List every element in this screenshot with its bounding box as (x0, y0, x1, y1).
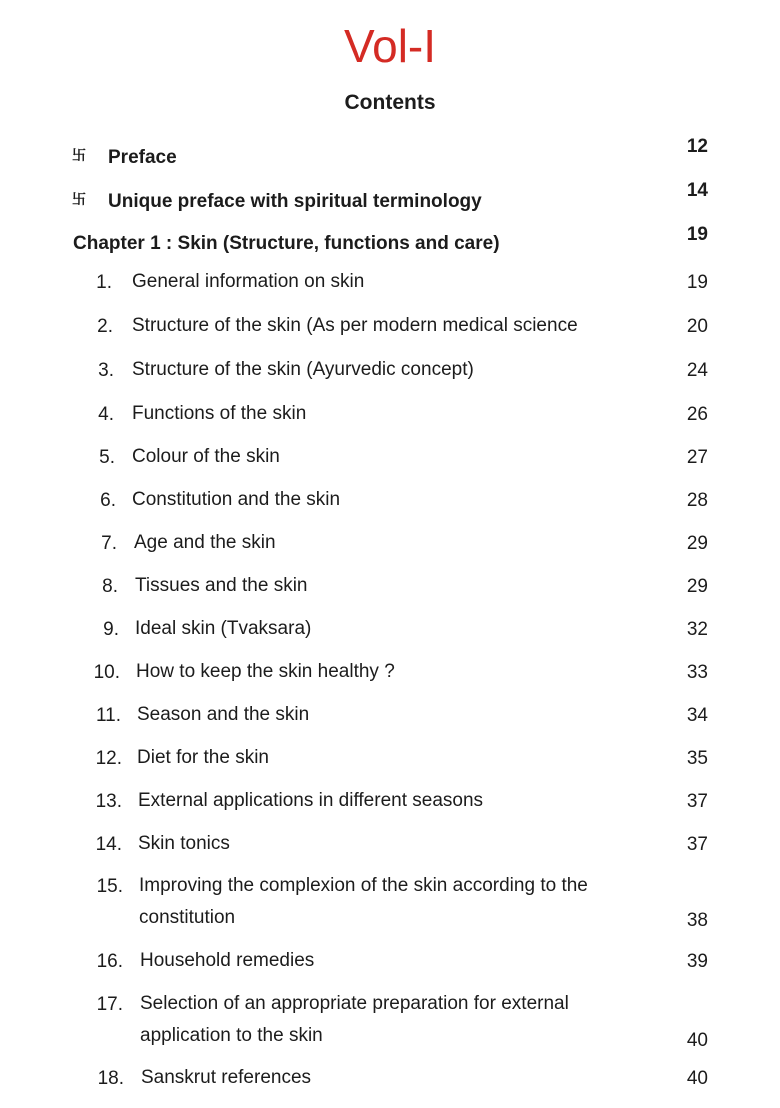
entry-title: Structure of the skin (As per modern medical science (132, 315, 578, 336)
swastika-icon: 卐 (72, 147, 86, 163)
entry-title: Constitution and the skin (132, 489, 341, 510)
entry-number: 5. (99, 447, 115, 468)
entry-title: Tissues and the skin (135, 575, 308, 596)
entry-page: 32 (686, 619, 708, 640)
entry-title: Structure of the skin (Ayurvedic concept) (132, 359, 474, 380)
entry-number: 7. (101, 533, 117, 554)
entry-title: Household remedies (140, 950, 315, 971)
entry-number: 11. (95, 705, 121, 726)
chapter-title: Chapter 1 : Skin (Structure, functions and care) (73, 233, 500, 254)
entry-title: External applications in different seasons (138, 790, 484, 811)
entry-number: 15. (96, 876, 123, 897)
entry-page: 14 (686, 180, 708, 201)
entry-title: Sanskrut references (141, 1067, 312, 1088)
entry-page: 12 (686, 136, 708, 157)
entry-title: Colour of the skin (132, 446, 280, 467)
entry-title: General information on skin (132, 271, 365, 292)
entry-number: 2. (97, 316, 113, 337)
entry-title: Unique preface with spiritual terminology (108, 191, 482, 212)
entry-page: 35 (686, 748, 708, 769)
entry-title: Skin tonics (138, 833, 230, 854)
entry-number: 9. (103, 619, 119, 640)
entry-number: 13. (95, 791, 122, 812)
entry-page: 28 (686, 490, 708, 511)
entry-number: 17. (96, 994, 123, 1015)
entry-page: 39 (686, 951, 708, 972)
swastika-icon: 卐 (72, 191, 86, 207)
entry-number: 8. (102, 576, 118, 597)
entry-page: 20 (686, 316, 708, 337)
entry-page: 33 (686, 662, 708, 683)
entry-page: 19 (686, 272, 708, 293)
entry-title: Selection of an appropriate preparation for external application to the skin (140, 993, 569, 1046)
entry-number: 3. (98, 360, 114, 381)
contents-heading: Contents (344, 91, 436, 114)
entry-number: 16. (96, 951, 123, 972)
entry-page: 37 (686, 791, 708, 812)
entry-page: 29 (686, 533, 708, 554)
entry-number: 18. (97, 1068, 124, 1089)
entry-number: 6. (100, 490, 116, 511)
entry-page: 34 (686, 705, 708, 726)
entry-page: 19 (686, 224, 708, 245)
entry-number: 14. (95, 834, 122, 855)
volume-title: Vol-I (343, 20, 437, 72)
entry-title: Diet for the skin (137, 747, 269, 768)
entry-title: Functions of the skin (132, 403, 307, 424)
entry-page: 40 (686, 1030, 708, 1051)
entry-page: 24 (686, 360, 708, 381)
entry-number: 10. (93, 662, 120, 683)
entry-page: 38 (686, 910, 708, 931)
entry-title: Improving the complexion of the skin according to the constitution (139, 875, 588, 928)
entry-title: Age and the skin (134, 532, 276, 553)
entry-title: How to keep the skin healthy ? (136, 661, 395, 682)
entry-title: Ideal skin (Tvaksara) (135, 618, 312, 639)
entry-page: 29 (686, 576, 708, 597)
entry-page: 26 (686, 404, 708, 425)
entry-number: 12. (95, 748, 122, 769)
entry-number: 1. (96, 272, 112, 293)
entry-title: Preface (108, 147, 177, 168)
entry-page: 37 (686, 834, 708, 855)
entry-page: 40 (686, 1068, 708, 1089)
entry-number: 4. (98, 404, 114, 425)
entry-title: Season and the skin (137, 704, 310, 725)
entry-page: 27 (686, 447, 708, 468)
